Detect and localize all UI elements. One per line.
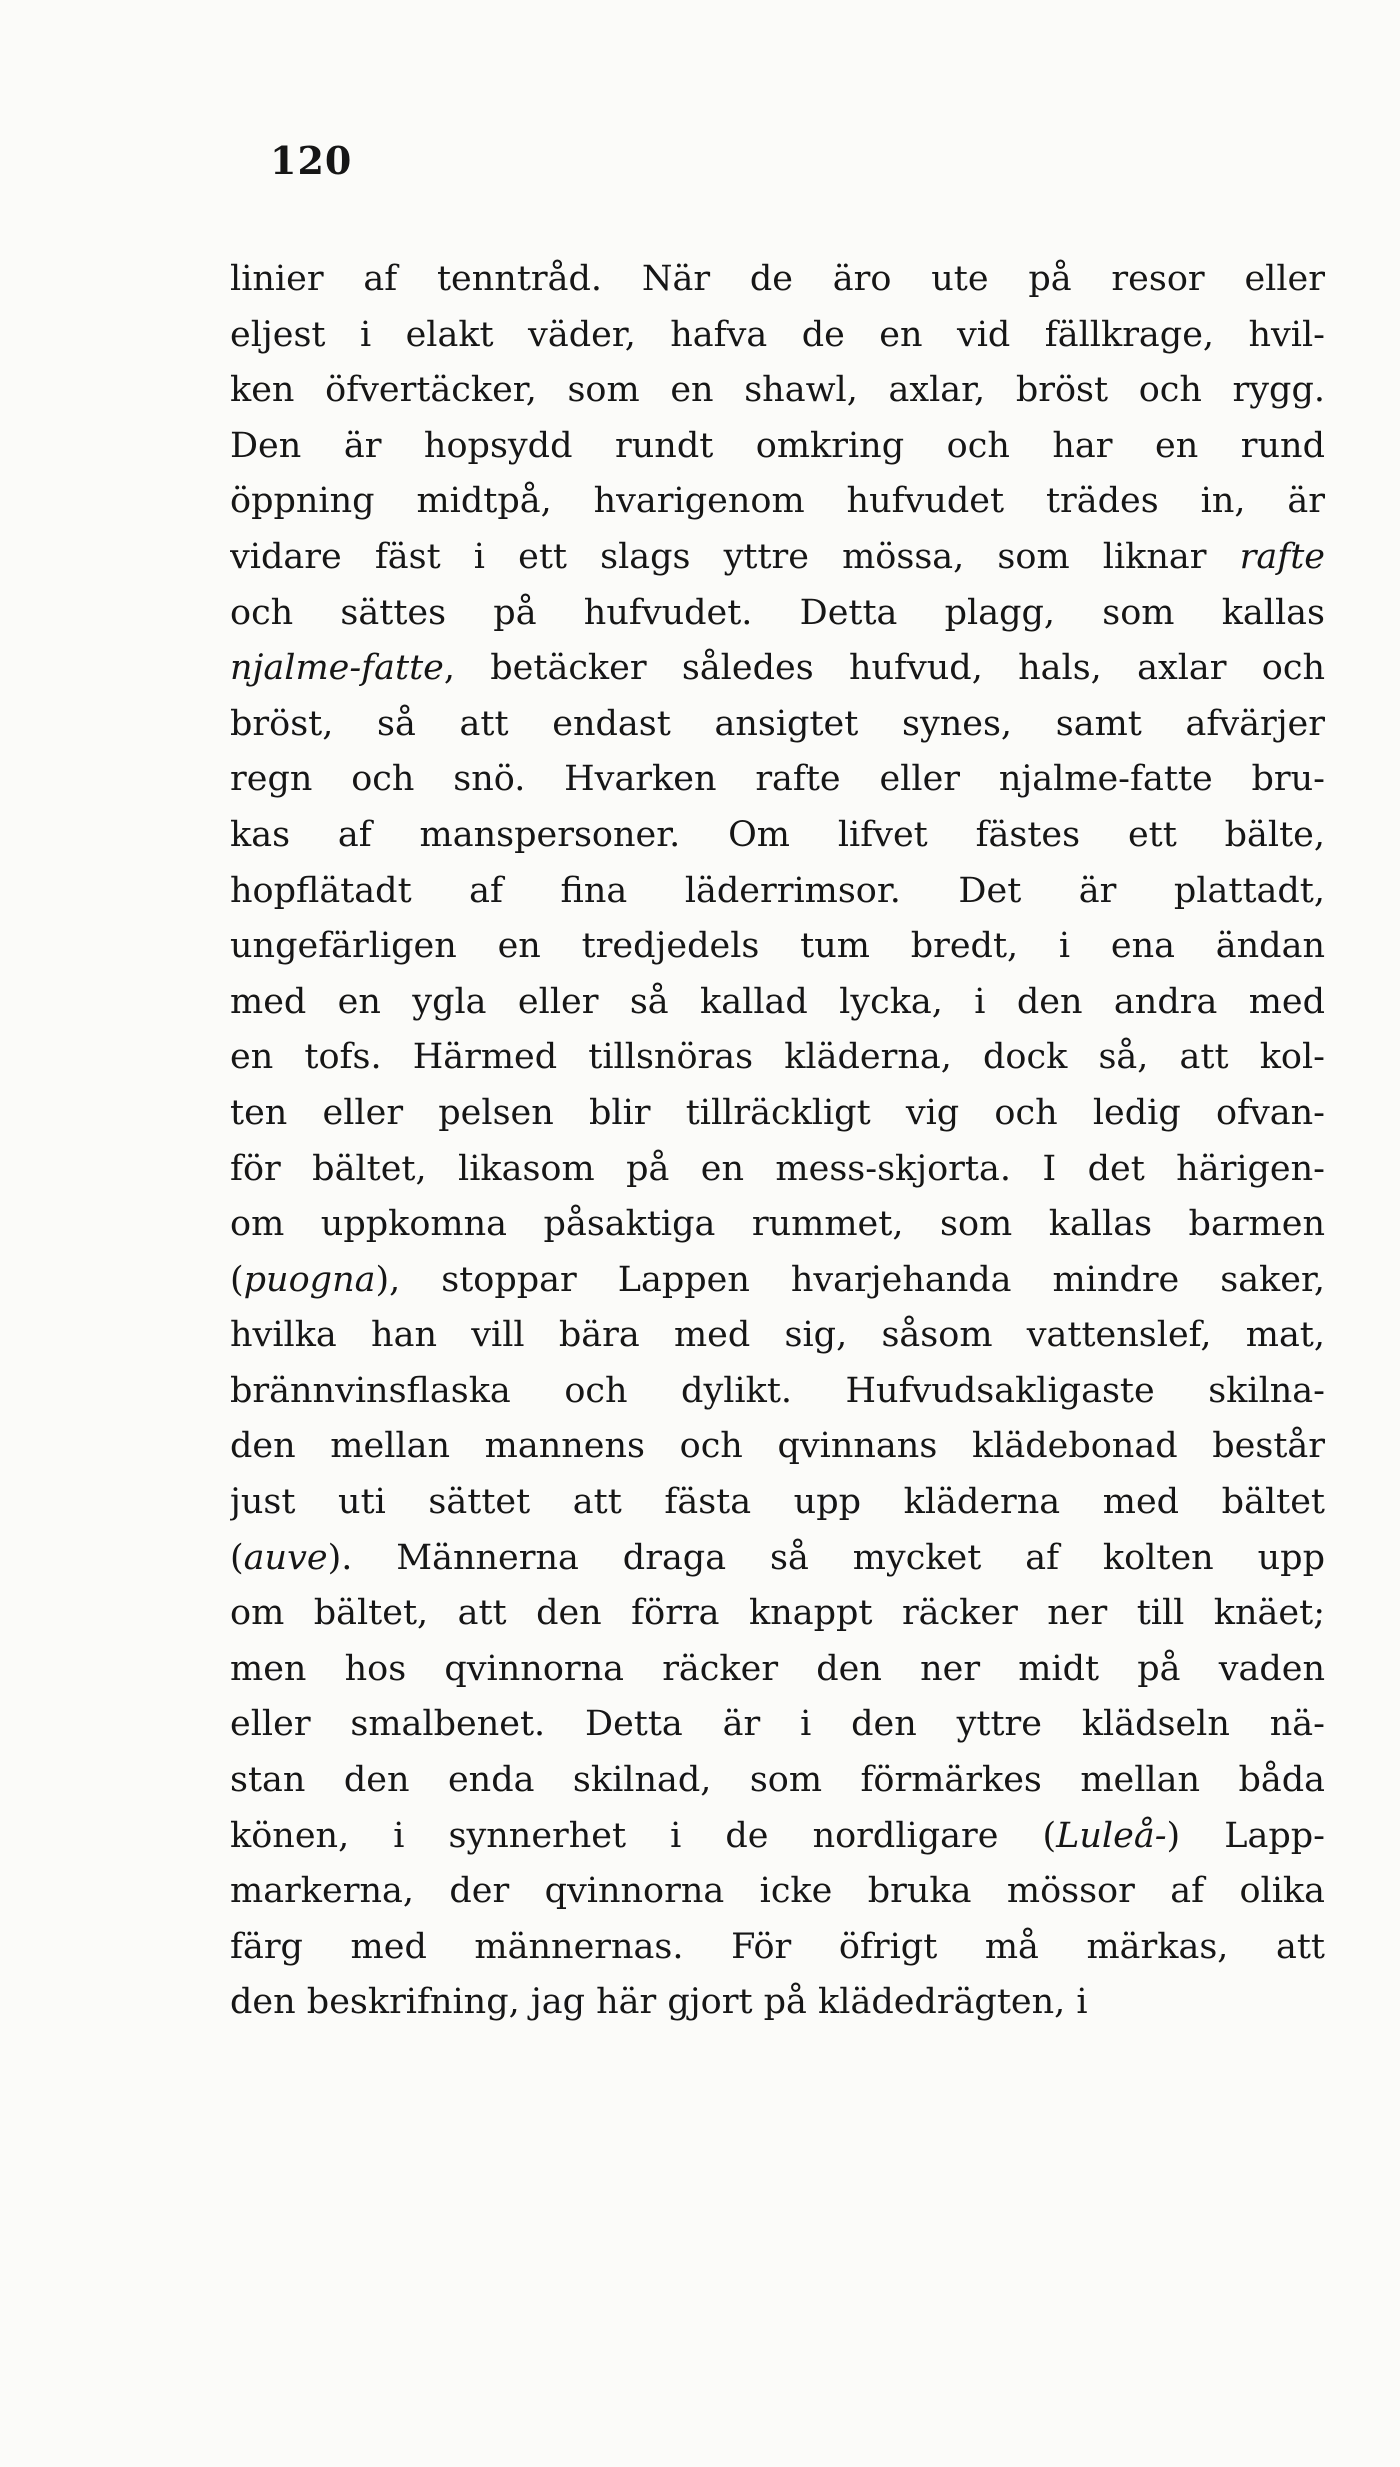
text-line [230, 1753, 1325, 1809]
text-segment: ungefärligen en tredjedels tum bredt, i ena ändan [230, 926, 1325, 967]
text-line [230, 474, 1325, 530]
text-segment: den mellan mannens och qvinnans klädebonad består [230, 1426, 1325, 1467]
text-segment: färg med männernas. För öfrigt må märkas, att [230, 1926, 1325, 1967]
text-segment: vidare fäst i ett slags yttre mössa, som liknar [230, 536, 1240, 577]
text-line [230, 1475, 1325, 1531]
text-segment: just uti sättet att fästa upp kläderna med bältet [230, 1482, 1325, 1523]
text-line [230, 1642, 1325, 1698]
text-line [230, 1920, 1325, 1976]
text-segment: Den är hopsydd rundt omkring och har en rund [230, 425, 1325, 466]
text-line [230, 586, 1325, 642]
text-line [230, 1864, 1325, 1920]
text-segment: kas af manspersoner. Om lifvet fästes ett bälte, [230, 814, 1325, 855]
text-segment: linier af tenntråd. När de äro ute på resor eller [230, 259, 1325, 299]
text-line [230, 1086, 1325, 1142]
text-segment: hopflätadt af fina läderrimsor. Det är plattadt, [230, 870, 1325, 911]
text-line [230, 1253, 1325, 1309]
italic-term: rafte [1239, 536, 1325, 577]
text-line [230, 1308, 1325, 1364]
text-segment: eller smalbenet. Detta är i den yttre klädseln nä- [230, 1704, 1325, 1745]
text-line [230, 530, 1325, 586]
text-segment: bröst, så att endast ansigtet synes, samt afvärjer [230, 703, 1325, 744]
italic-term: Luleå- [1056, 1815, 1167, 1856]
text-line [230, 1419, 1325, 1475]
text-segment: ( [230, 1537, 244, 1578]
text-segment: ). Männerna draga så mycket af kolten upp [327, 1537, 1325, 1578]
text-segment: ( [230, 1259, 244, 1300]
text-segment: den beskrifning, jag här gjort på klädedrägten, i [230, 1982, 1088, 2023]
text-line [230, 864, 1325, 920]
text-line [230, 1030, 1325, 1086]
text-segment: och sättes på hufvudet. Detta plagg, som kallas [230, 592, 1325, 633]
text-segment: könen, i synnerhet i de nordligare ( [230, 1815, 1057, 1856]
text-segment: hvilka han vill bära med sig, såsom vattenslef, mat, [230, 1315, 1325, 1356]
italic-term: auve [243, 1537, 328, 1578]
text-line [230, 1697, 1325, 1753]
text-segment: eljest i elakt väder, hafva de en vid fällkrage, hvil- [230, 314, 1325, 355]
italic-term: puogna [243, 1259, 376, 1300]
text-line [230, 1142, 1325, 1198]
text-segment: brännvinsflaska och dylikt. Hufvudsakligaste skilna- [230, 1370, 1325, 1411]
text-segment: med en ygla eller så kallad lycka, i den andra med [230, 981, 1325, 1022]
text-line [230, 308, 1325, 364]
text-line [230, 1975, 1325, 2031]
text-line [230, 808, 1325, 864]
text-segment: markerna, der qvinnorna icke bruka mössor af olika [230, 1871, 1325, 1912]
text-line [230, 641, 1325, 697]
text-line [230, 1809, 1325, 1865]
text-line [230, 752, 1325, 808]
text-segment: för bältet, likasom på en mess-skjorta. I det härigen- [230, 1148, 1325, 1189]
text-line [230, 1531, 1325, 1587]
text-segment: öppning midtpå, hvarigenom hufvudet trädes in, är [230, 481, 1325, 522]
text-segment: ten eller pelsen blir tillräckligt vig och ledig ofvan- [230, 1092, 1325, 1133]
text-line [230, 975, 1325, 1031]
italic-term: njalme-fatte [230, 648, 444, 689]
text-line [230, 1586, 1325, 1642]
page-number: 120 [270, 138, 353, 183]
text-segment: ), stoppar Lappen hvarjehanda mindre saker, [375, 1259, 1325, 1300]
text-line [230, 697, 1325, 753]
text-line [230, 1197, 1325, 1253]
text-segment: stan den enda skilnad, som förmärkes mellan båda [230, 1760, 1325, 1801]
text-segment: ) Lapp- [1166, 1815, 1325, 1856]
text-segment: ken öfvertäcker, som en shawl, axlar, bröst och rygg. [230, 370, 1325, 411]
text-segment: en tofs. Härmed tillsnöras kläderna, dock så, att kol- [230, 1037, 1325, 1078]
text-segment: om uppkomna påsaktiga rummet, som kallas barmen [230, 1204, 1325, 1245]
text-segment: om bältet, att den förra knappt räcker ner till knäet; [230, 1593, 1325, 1634]
text-segment: regn och snö. Hvarken rafte eller njalme-fatte bru- [230, 759, 1325, 800]
text-segment: , betäcker således hufvud, hals, axlar och [443, 648, 1325, 689]
text-line [230, 919, 1325, 975]
text-segment: men hos qvinnorna räcker den ner midt på vaden [230, 1648, 1325, 1689]
body-text [230, 252, 1325, 2031]
text-line [230, 252, 1325, 308]
text-line [230, 363, 1325, 419]
text-line [230, 419, 1325, 475]
text-line [230, 1364, 1325, 1420]
